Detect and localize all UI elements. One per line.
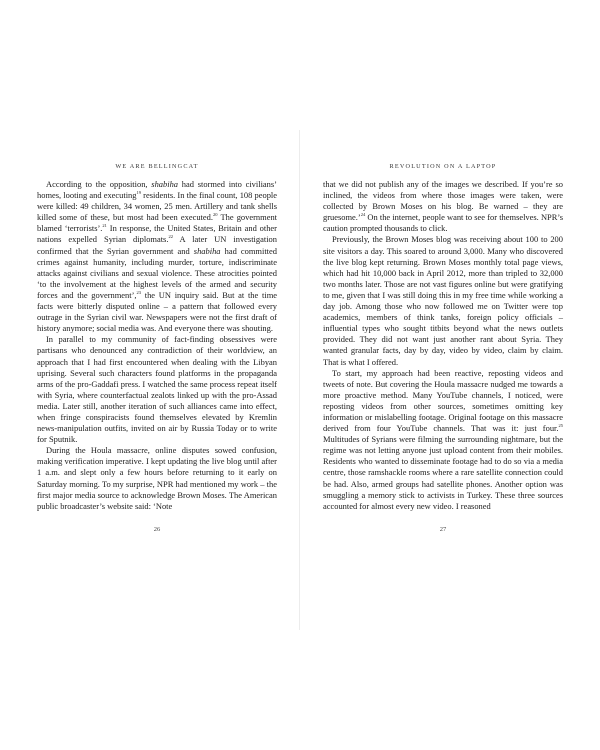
page-number: 26 xyxy=(153,526,161,533)
footnote-marker: 20 xyxy=(212,212,218,218)
italic-text: shabiha xyxy=(193,245,221,256)
paragraph xyxy=(323,234,563,367)
page-number: 27 xyxy=(439,526,447,533)
text-run: had committed crimes against humanity, including murder, torture, indiscriminate attacks against civilians and sexual violence. These atrocities pointed ‘to the involvement at the highest levels of the armed and security forces and the government’, xyxy=(37,245,277,300)
text-run: Previously, the Brown Moses blog was receiving about 100 to 200 site visitors a day. This soared to around 3,000. Many who discovered the live blog kept returning. Brown Moses monthly total page views, which had hit 10,000 back in April 2012, more than tripled to 32,000 two months later. Those are not vast figures online but were gratifying to me, given that I was still doing this in my free time while working a day job. Among those who now followed me on Twitter were top academics, members of think tanks, foreign policy officials – influential types who sought titbits beyond what the news outlets provided. They did not want just another rant about Syria. They wanted granular facts, day by day, video by video, claim by claim. That is what I offered. xyxy=(323,234,563,367)
paragraph xyxy=(323,368,563,512)
paragraph xyxy=(323,179,563,234)
text-run: In response, the United States, Britain and other nations expelled Syrian diplomats. xyxy=(37,223,277,245)
body-text xyxy=(37,179,277,512)
text-run: residents. In the final count, 108 people were killed: 49 children, 34 women, 25 men. Artillery and tank shells killed some of these, but most had been executed. xyxy=(37,190,277,223)
page-gutter xyxy=(299,130,300,630)
text-run: According to the opposition, xyxy=(46,179,152,189)
right-page xyxy=(323,0,563,750)
running-head: WE ARE BELLINGCAT xyxy=(115,163,199,170)
footnote-marker: 25 xyxy=(558,423,563,429)
text-run: had stormed into civilians’ homes, looting and executing xyxy=(37,179,277,201)
text-run: To start, my approach had been reactive, reposting videos and tweets of note. But covering the Houla massacre nudged me towards a more proactive method. Many YouTube channels, I noticed, were reposting videos from other sources, sometimes omitting key information or mislabelling footage. Original footage on this massacre derived from four YouTube channels. That was it: just four. xyxy=(323,367,563,434)
body-text xyxy=(323,179,563,512)
text-run: A later UN investigation confirmed that the Syrian government and xyxy=(37,234,277,256)
paragraph xyxy=(37,334,277,445)
text-run: Multitudes of Syrians were filming the surrounding nightmare, but the regime was not letting anyone just upload content from their mobiles. Residents who wanted to disseminate footage had to do so via a media centre, those ramshackle rooms where a rare satellite connection could be had. Also, armed groups had satellite phones. Another option was smuggling a memory stick to activists in Turkey. These three sources accounted for almost every new video. I reasoned xyxy=(323,434,563,511)
footnote-marker: 19 xyxy=(136,190,141,196)
paragraph xyxy=(37,445,277,512)
footnote-marker: 24 xyxy=(360,212,366,218)
text-run: that we did not publish any of the images we described. If you’re so inclined, the videos from where those images were taken, were collected by Brown Moses on his blog. Be warned – they are gruesome.’ xyxy=(323,179,563,223)
footnote-marker: 21 xyxy=(102,223,107,229)
paragraph xyxy=(37,179,277,334)
text-run: The government blamed ‘terrorists’. xyxy=(37,212,278,234)
text-run: During the Houla massacre, online disputes sowed confusion, making verification imperative. I kept updating the live blog until after 1 a.m. and slept only a few hours before returning to it early on Saturday morning. To my surprise, NPR had mentioned my work – the first major media source to acknowledge Brown Moses. The American public broadcaster’s website said: ‘Note xyxy=(37,445,277,511)
footnote-marker: 22 xyxy=(168,234,173,240)
text-run: On the internet, people want to see for themselves. NPR’s caution prompted thousands to click. xyxy=(323,212,563,234)
footnote-marker: 23 xyxy=(136,290,142,296)
italic-text: shabiha xyxy=(151,179,179,189)
text-run: the UN inquiry said. But at the time facts were bitterly disputed online – a pattern that followed every outrage in the Syrian civil war. Newspapers were not the first draft of history anymore; social media was. And everyone there was shouting. xyxy=(37,289,277,334)
text-run: In parallel to my community of fact-finding obsessives were partisans who denounced any contradiction of their worldview, an approach that I had first encountered when dealing with the Libyan uprising. Several such characters found platforms in the propaganda arms of the pro-Gaddafi press. I watched the same process repeat itself with Syria, where counterfactual zealots linked up with the pro-Assad media. Later still, another iteration of such alliances came into effect, when fringe conspiracists found themselves elevated by Kremlin news-manipulation outfits, invited on air by Russia Today or to write for Sputnik. xyxy=(37,334,277,445)
running-head: REVOLUTION ON A LAPTOP xyxy=(389,163,497,170)
left-page xyxy=(37,0,277,750)
